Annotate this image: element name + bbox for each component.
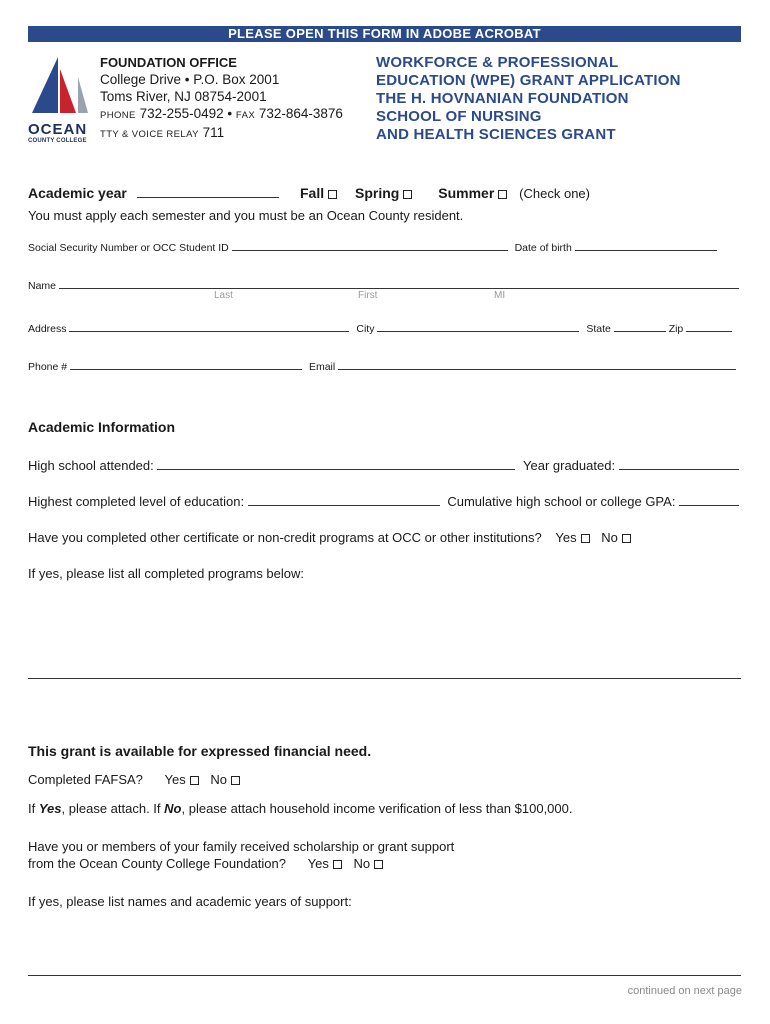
summer-label: Summer xyxy=(438,185,495,201)
residency-note: You must apply each semester and you must be an Ocean County resident. xyxy=(28,208,464,223)
name-row xyxy=(28,279,741,292)
office-phone: 732-255-0492 xyxy=(139,106,224,121)
year-graduated-label: Year graduated: xyxy=(523,458,616,473)
attach-no-emphasis: No xyxy=(164,801,182,816)
highest-level-field[interactable] xyxy=(248,494,440,506)
other-programs-question: Have you completed other certificate or non-credit programs at OCC or other institutions? xyxy=(28,530,542,545)
ssn-field[interactable] xyxy=(232,241,508,251)
attach-text: , please attach. If xyxy=(61,801,161,816)
fafsa-yes-label: Yes xyxy=(164,772,186,787)
adobe-acrobat-banner: PLEASE OPEN THIS FORM IN ADOBE ACROBAT xyxy=(28,26,741,42)
gpa-label: Cumulative high school or college GPA: xyxy=(447,494,676,509)
sail-logo-icon xyxy=(28,55,90,117)
logo-subtitle: COUNTY COLLEGE xyxy=(28,138,87,144)
education-row xyxy=(28,494,741,509)
other-programs-no-checkbox[interactable] xyxy=(622,534,631,543)
logo-name: OCEAN xyxy=(28,121,88,138)
city-label: City xyxy=(356,323,375,335)
title-line: EDUCATION (WPE) GRANT APPLICATION xyxy=(376,72,681,89)
dob-field[interactable] xyxy=(575,241,717,251)
high-school-field[interactable] xyxy=(157,458,515,470)
city-field[interactable] xyxy=(377,322,579,332)
scholarship-line-2 xyxy=(28,855,454,872)
academic-year-row xyxy=(28,185,741,201)
dob-label: Date of birth xyxy=(514,242,572,254)
spring-label: Spring xyxy=(355,185,400,201)
phone-label: Phone # xyxy=(28,361,68,373)
academic-year-label: Academic year xyxy=(28,185,127,201)
year-graduated-field[interactable] xyxy=(619,458,739,470)
office-title: FOUNDATION OFFICE xyxy=(100,55,237,70)
list-support-prompt: If yes, please list names and academic years of support: xyxy=(28,894,352,909)
fall-label: Fall xyxy=(300,185,325,201)
phone-email-row xyxy=(28,360,741,373)
list-programs-prompt: If yes, please list all completed programs below: xyxy=(28,566,305,581)
gpa-field[interactable] xyxy=(679,494,739,506)
attach-text: If xyxy=(28,801,36,816)
tty-label: TTY & VOICE RELAY xyxy=(100,129,199,140)
scholarship-no-checkbox[interactable] xyxy=(374,860,383,869)
other-programs-yes-checkbox[interactable] xyxy=(581,534,590,543)
email-label: Email xyxy=(308,361,336,373)
address-field[interactable] xyxy=(69,322,349,332)
address-row xyxy=(28,322,741,335)
grant-title-block xyxy=(376,54,681,144)
title-line: THE H. HOVNANIAN FOUNDATION xyxy=(376,90,629,107)
phone-label: PHONE xyxy=(100,110,136,121)
ssn-row xyxy=(28,241,741,254)
name-label: Name xyxy=(28,280,57,292)
fax-label: FAX xyxy=(235,110,256,121)
state-field[interactable] xyxy=(614,322,666,332)
title-line: WORKFORCE & PROFESSIONAL xyxy=(376,54,619,71)
first-name-hint: First xyxy=(358,290,378,301)
continued-note: continued on next page xyxy=(627,985,742,997)
programs-answer-line[interactable] xyxy=(28,678,741,679)
fafsa-row xyxy=(28,772,240,787)
fafsa-no-checkbox[interactable] xyxy=(231,776,240,785)
highest-level-label: Highest completed level of education: xyxy=(28,494,245,509)
zip-label: Zip xyxy=(668,323,684,335)
address-label: Address xyxy=(28,323,67,335)
last-name-hint: Last xyxy=(214,290,233,301)
scholarship-yes-checkbox[interactable] xyxy=(333,860,342,869)
other-programs-yes-label: Yes xyxy=(555,530,577,545)
other-programs-no-label: No xyxy=(601,530,618,545)
summer-checkbox[interactable] xyxy=(498,190,507,199)
state-label: State xyxy=(586,323,611,335)
email-field[interactable] xyxy=(338,360,736,370)
office-tty: 711 xyxy=(202,125,225,140)
spring-checkbox[interactable] xyxy=(403,190,412,199)
academic-year-field[interactable] xyxy=(137,186,279,198)
middle-initial-hint: MI xyxy=(494,290,506,301)
title-line: AND HEALTH SCIENCES GRANT xyxy=(376,126,616,143)
fafsa-question: Completed FAFSA? xyxy=(28,772,143,787)
scholarship-yes-label: Yes xyxy=(307,856,329,871)
office-phone-line xyxy=(100,105,343,124)
high-school-row xyxy=(28,458,741,473)
fafsa-yes-checkbox[interactable] xyxy=(190,776,199,785)
zip-field[interactable] xyxy=(686,322,732,332)
semester-options xyxy=(300,185,590,201)
other-programs-row xyxy=(28,530,631,545)
bullet: • xyxy=(227,106,233,121)
name-field[interactable] xyxy=(59,279,739,289)
fafsa-no-label: No xyxy=(210,772,227,787)
office-fax: 732-864-3876 xyxy=(258,106,343,121)
ocean-county-college-logo xyxy=(28,55,90,144)
high-school-label: High school attended: xyxy=(28,458,154,473)
scholarship-question xyxy=(28,838,454,872)
scholarship-line-1: Have you or members of your family received scholarship or grant support xyxy=(28,839,455,854)
fall-checkbox[interactable] xyxy=(328,190,337,199)
support-answer-line[interactable] xyxy=(28,975,741,976)
financial-need-heading: This grant is available for expressed financial need. xyxy=(28,743,372,759)
ssn-label: Social Security Number or OCC Student ID xyxy=(28,242,229,254)
office-address-2: Toms River, NJ 08754-2001 xyxy=(100,89,267,104)
check-one-note: (Check one) xyxy=(519,186,590,201)
attach-text: , please attach household income verification of less than $100,000. xyxy=(181,801,573,816)
office-tty-line xyxy=(100,124,343,143)
attach-instructions xyxy=(28,801,572,816)
office-address-1: College Drive • P.O. Box 2001 xyxy=(100,72,280,87)
attach-yes-emphasis: Yes xyxy=(38,801,62,816)
scholarship-no-label: No xyxy=(353,856,371,871)
foundation-office-block xyxy=(100,54,343,143)
academic-info-heading: Academic Information xyxy=(28,419,176,435)
title-line: SCHOOL OF NURSING xyxy=(376,108,542,125)
scholarship-text: from the Ocean County College Foundation? xyxy=(28,856,286,871)
phone-field[interactable] xyxy=(70,360,302,370)
